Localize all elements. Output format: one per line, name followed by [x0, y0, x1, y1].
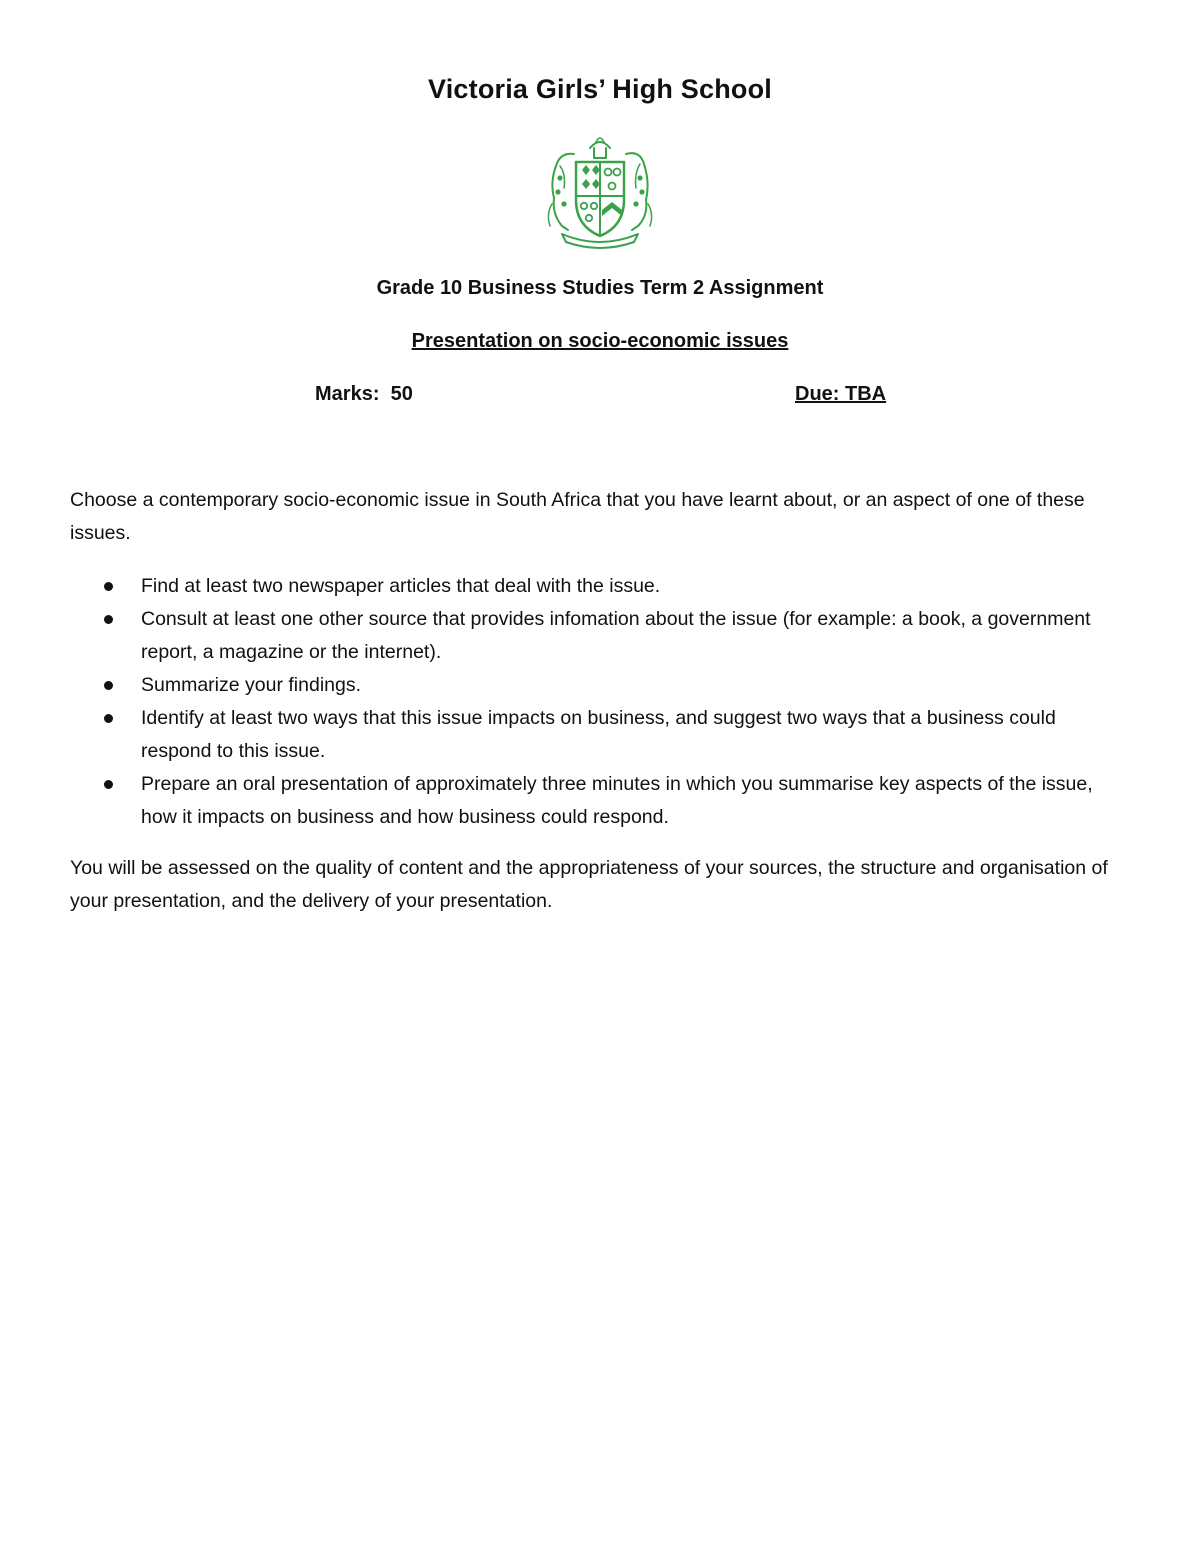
bullet-icon — [104, 615, 113, 624]
assignment-title: Grade 10 Business Studies Term 2 Assignment — [376, 277, 824, 299]
instruction-list — [70, 570, 1130, 834]
bullet-icon — [104, 714, 113, 723]
intro-paragraph: Choose a contemporary socio-economic issue in South Africa that you have learnt about, or an aspect of one of these issues. — [70, 489, 1085, 544]
presentation-title: Presentation on socio-economic issues — [411, 330, 789, 352]
assessment-paragraph: You will be assessed on the quality of content and the appropriateness of your sources, the structure and organisation of your presentation, and the delivery of your presentation. — [70, 857, 1108, 912]
school-title: Victoria Girls’ High School — [428, 74, 772, 104]
bullet-icon — [104, 681, 113, 690]
list-item — [70, 570, 1130, 603]
school-crest-icon — [538, 134, 662, 250]
list-item-text: Identify at least two ways that this issue impacts on business, and suggest two ways that a business could respond to this issue. — [141, 707, 1056, 762]
marks-label: Marks: 50 — [315, 383, 413, 405]
list-item — [70, 702, 1130, 768]
list-item-text: Find at least two newspaper articles that deal with the issue. — [141, 575, 661, 597]
list-item — [70, 669, 1130, 702]
bullet-icon — [104, 780, 113, 789]
list-item — [70, 603, 1130, 669]
list-item-text: Consult at least one other source that provides infomation about the issue (for example: a book, a government report, a magazine or the internet). — [141, 608, 1091, 663]
list-item — [70, 768, 1130, 834]
list-item-text: Summarize your findings. — [141, 674, 362, 696]
list-item-text: Prepare an oral presentation of approximately three minutes in which you summarise key aspects of the issue, how it impacts on business and how business could respond. — [141, 773, 1093, 828]
bullet-icon — [104, 582, 113, 591]
due-date-label: Due: TBA — [795, 383, 887, 405]
